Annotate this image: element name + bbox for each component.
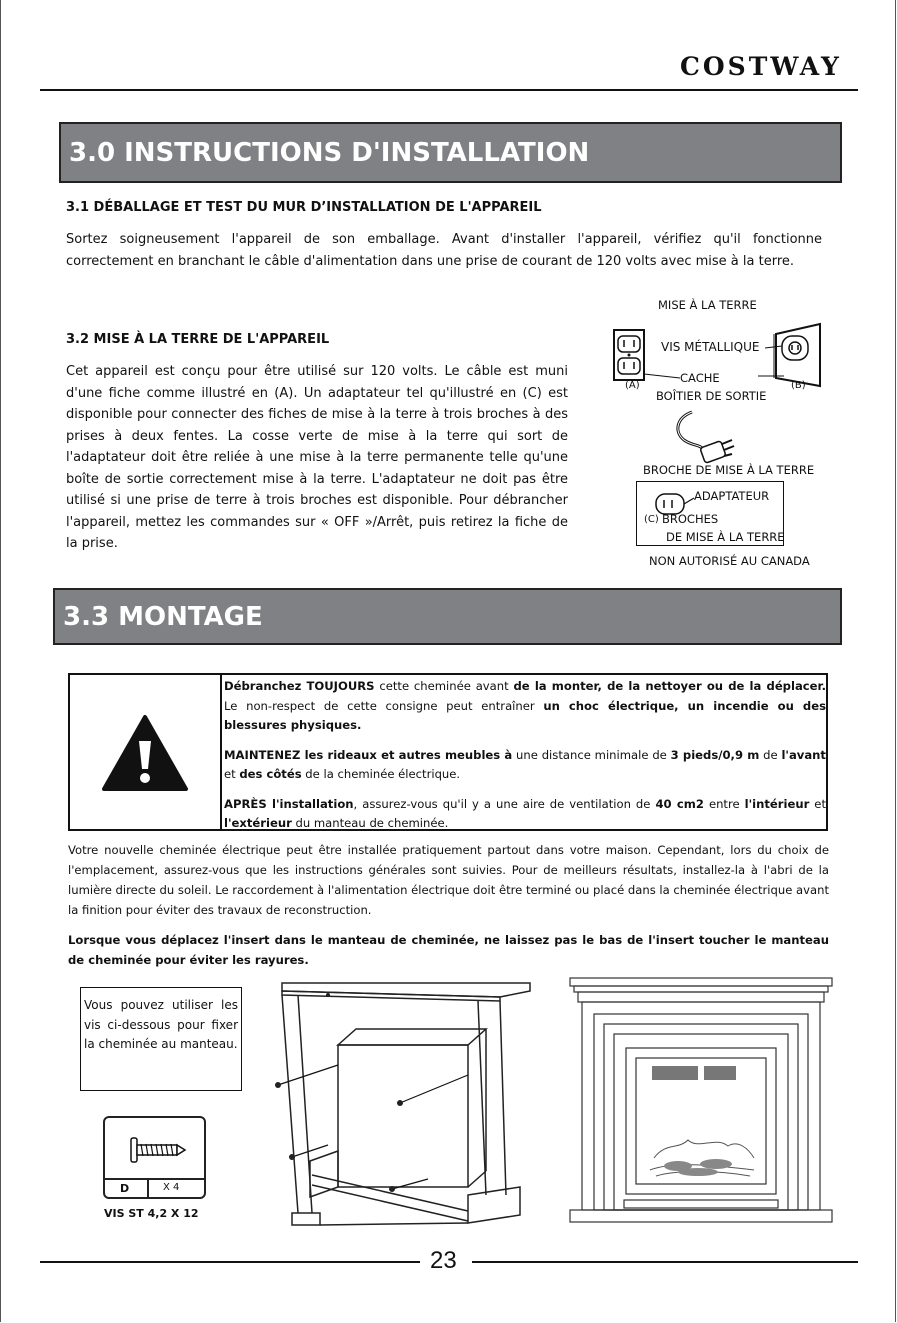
- warning-icon-cell: [70, 675, 222, 829]
- warning-3g: l'extérieur: [224, 816, 292, 830]
- warning-box: [68, 673, 828, 831]
- plug-icon: [670, 410, 740, 466]
- warning-1d: Le non-respect de cette consigne peut entraîner: [224, 698, 544, 713]
- section-title-installation: [59, 122, 842, 183]
- warning-2b: une distance minimale de: [512, 747, 671, 762]
- warning-paragraph-2: [224, 746, 826, 785]
- warning-2d: de: [759, 747, 782, 762]
- label-a: (A): [625, 380, 640, 391]
- label-broches: BROCHES: [662, 512, 719, 526]
- mantel-assembly-illustration: [268, 975, 540, 1237]
- montage-paragraph-1: Votre nouvelle cheminée électrique peut être installée pratiquement partout dans votre maison. Cependant, lors du choix de l'emplacement, assurez-vous que les instructions générales sont suivies. Pour de meilleurs résultats, installez-la à l'abri de la lumière directe du soleil. Le raccordement à l'alimentation électrique doit être terminé ou placé dans la cheminée électrique avant la finition pour éviter des travaux de reconstruction.: [68, 843, 829, 917]
- screw-code: D: [120, 1182, 130, 1195]
- label-b: (B): [791, 380, 806, 391]
- label-c: (C): [644, 514, 659, 525]
- warning-2f: et: [224, 767, 240, 781]
- warning-3a: APRÈS l'installation: [224, 796, 354, 811]
- label-broche: BROCHE DE MISE À LA TERRE: [643, 463, 815, 477]
- section-title-montage: [53, 588, 842, 645]
- warning-paragraph-3: [224, 795, 826, 834]
- warning-1b: cette cheminée avant: [374, 679, 514, 693]
- label-de-mise: DE MISE À LA TERRE: [666, 530, 785, 544]
- warning-triangle-icon: [100, 713, 190, 793]
- screw-icon: [123, 1128, 189, 1172]
- subsection-title-3-2: 3.2 MISE À LA TERRE DE L'APPAREIL: [66, 332, 330, 347]
- warning-3d: entre: [703, 796, 745, 811]
- footer-rule-right: [472, 1261, 858, 1263]
- screw-card: [103, 1116, 206, 1199]
- warning-text: [224, 677, 826, 844]
- screw-qty: X 4: [163, 1182, 180, 1193]
- screw-card-midline: [147, 1178, 149, 1199]
- warning-2h: de la cheminée électrique.: [301, 767, 461, 781]
- finished-fireplace-illustration: [566, 974, 836, 1226]
- label-cache: CACHE: [680, 371, 720, 385]
- brand-logo: COSTWAY: [680, 52, 842, 81]
- label-boitier: BOÎTIER DE SORTIE: [656, 389, 767, 403]
- warning-3c: 40 cm2: [655, 796, 704, 811]
- warning-2e: l'avant: [781, 747, 826, 762]
- warning-1e: un choc électrique, un incendie ou des blessures physiques.: [224, 698, 826, 732]
- header-rule: [40, 89, 858, 91]
- label-non-autorise: NON AUTORISÉ AU CANADA: [649, 554, 810, 568]
- page-number: 23: [430, 1247, 457, 1274]
- subsection-text-3-1: Sortez soigneusement l'appareil de son emballage. Avant d'installer l'appareil, vérifiez qu'il fonctionne correctement en branchant le câble d'alimentation dans une prise de courant de 120 volts avec mise à la terre.: [66, 232, 822, 269]
- montage-paragraph-2: Lorsque vous déplacez l'insert dans le manteau de cheminée, ne laissez pas le bas de l'insert toucher le manteau de cheminée pour éviter les rayures.: [68, 933, 829, 967]
- warning-2c: 3 pieds/0,9 m: [670, 747, 760, 762]
- warning-paragraph-1: [224, 677, 826, 736]
- section-title-installation-text: 3.0 INSTRUCTIONS D'INSTALLATION: [69, 137, 590, 168]
- warning-2g: des côtés: [239, 767, 302, 781]
- label-adaptateur: ADAPTATEUR: [694, 489, 770, 503]
- footer-rule-left: [40, 1261, 420, 1263]
- warning-1a: Débranchez TOUJOURS: [224, 679, 375, 693]
- warning-3h: du manteau de cheminée.: [291, 816, 449, 830]
- warning-2a: MAINTENEZ les rideaux et autres meubles à: [224, 747, 513, 762]
- label-vis-metallique: VIS MÉTALLIQUE: [661, 340, 760, 354]
- screw-label: VIS ST 4,2 X 12: [104, 1207, 199, 1220]
- warning-3b: , assurez-vous qu'il y a une aire de ventilation de: [353, 796, 656, 811]
- section-title-montage-text: 3.3 MONTAGE: [63, 601, 263, 632]
- warning-3f: et: [809, 796, 826, 811]
- screw-note-box: Vous pouvez utiliser les vis ci-dessous pour fixer la cheminée au manteau.: [80, 987, 242, 1091]
- screw-card-divider: [105, 1178, 204, 1180]
- subsection-title-3-1: 3.1 DÉBALLAGE ET TEST DU MUR D’INSTALLATION DE L'APPAREIL: [66, 200, 542, 215]
- warning-1c: de la monter, de la nettoyer ou de la déplacer.: [513, 679, 826, 693]
- label-mise-terre: MISE À LA TERRE: [658, 298, 757, 312]
- subsection-text-3-2: Cet appareil est conçu pour être utilisé sur 120 volts. Le câble est muni d'une fiche comme illustré en (A). Un adaptateur tel qu'illustré en (C) est disponible pour connecter des fiches de mise à la terre à trois broches à des prises à deux fentes. La cosse verte de mise à la terre qui sort de l'adaptateur doit être reliée à une mise à la terre permanente telle qu'une boîte de sortie correctement mise à la terre. L'adaptateur ne doit pas être utilisé si une prise de terre à trois broches est disponible. Pour débrancher l'appareil, mettez les commandes sur « OFF »/Arrêt, puis retirez la fiche de la prise.: [66, 364, 568, 551]
- warning-3e: l'intérieur: [744, 796, 810, 811]
